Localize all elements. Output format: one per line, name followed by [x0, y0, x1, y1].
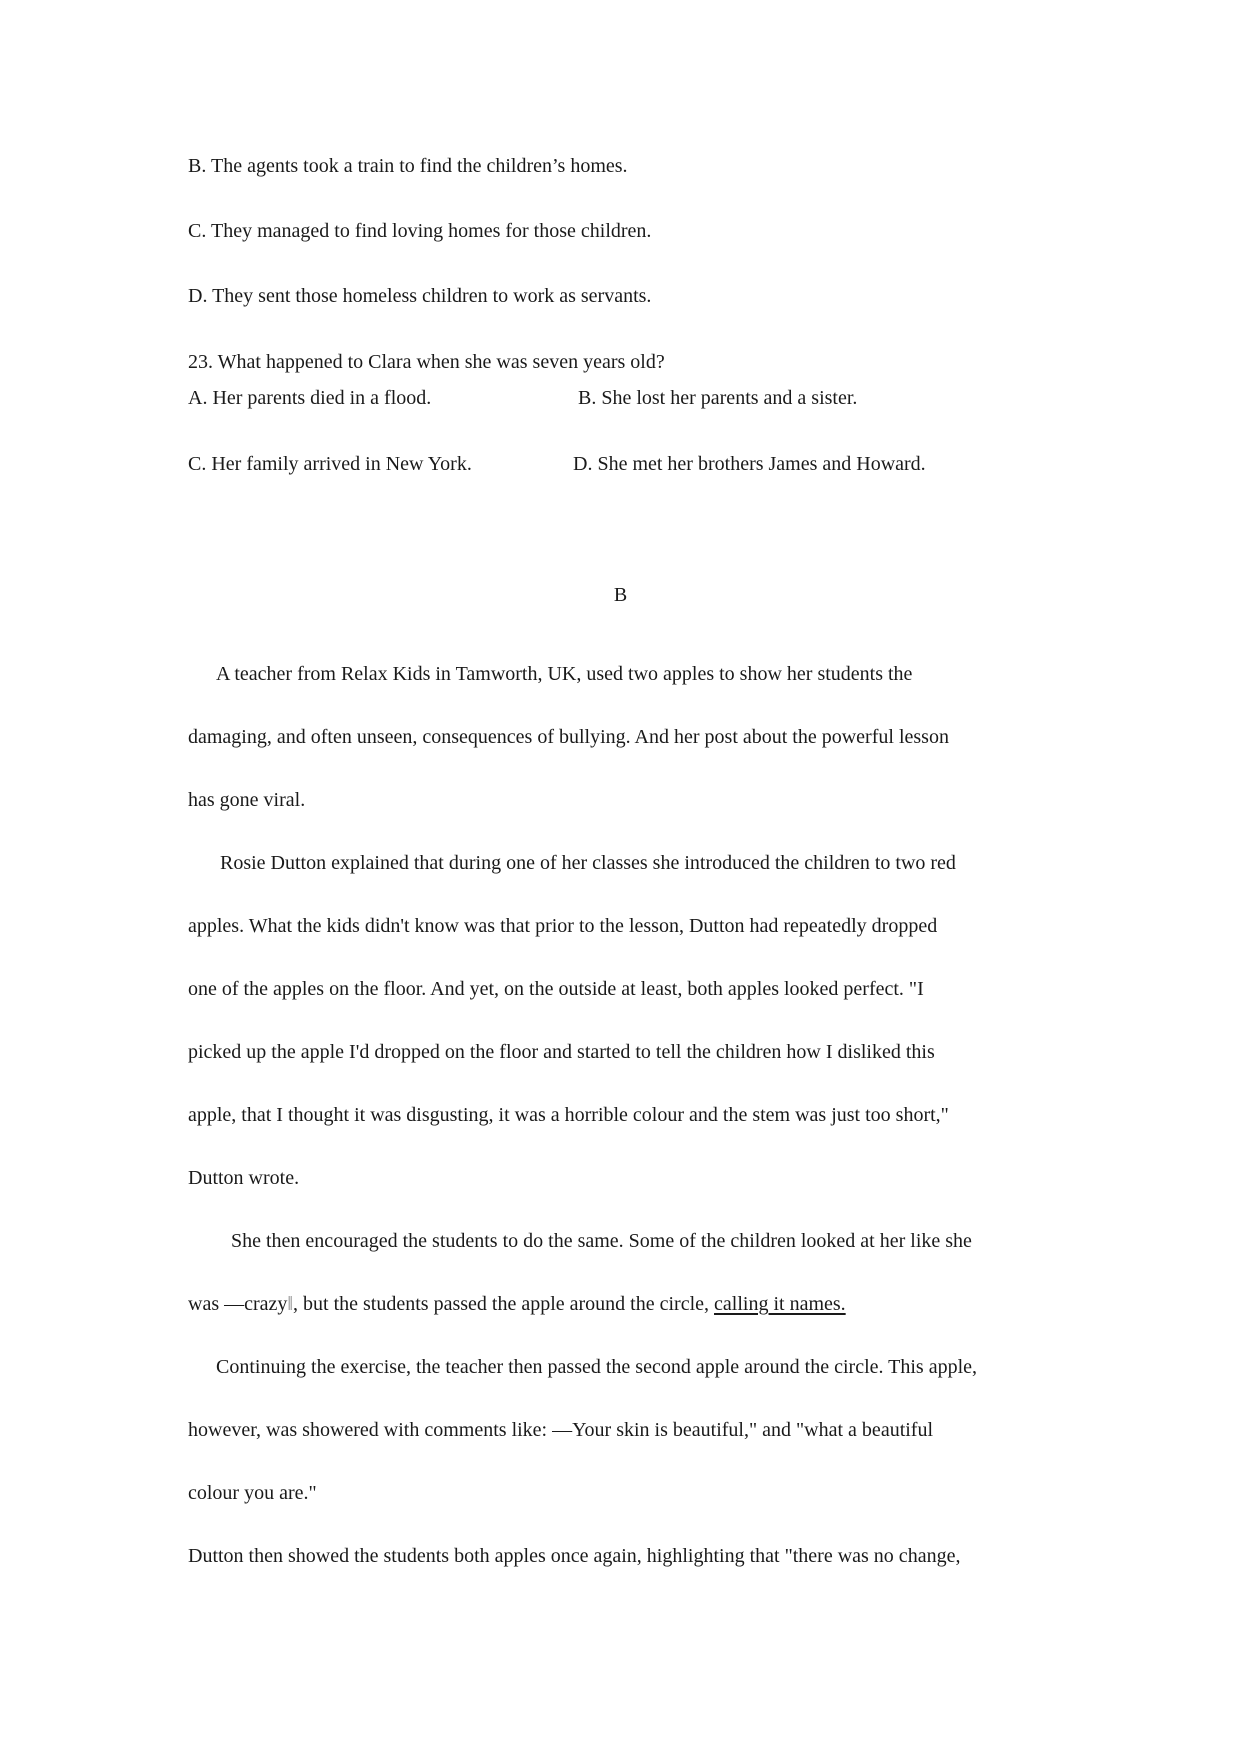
passage-text: , but the students passed the apple around the circle,: [293, 1293, 715, 1315]
passage-line: Rosie Dutton explained that during one of her classes she introduced the children to two red: [220, 852, 956, 874]
passage-text: was ―crazy: [188, 1293, 288, 1315]
passage-line: colour you are.": [188, 1482, 317, 1504]
q23-stem: 23. What happened to Clara when she was seven years old?: [188, 351, 665, 373]
passage-line: has gone viral.: [188, 789, 306, 811]
passage-line: however, was showered with comments like: ―Your skin is beautiful," and "what a beautiful: [188, 1419, 934, 1441]
q22-option-c: C. They managed to find loving homes for those children.: [188, 220, 652, 242]
passage-line: Dutton then showed the students both apples once again, highlighting that "there was no change,: [188, 1545, 961, 1567]
passage-line: apples. What the kids didn't know was that prior to the lesson, Dutton had repeatedly dropped: [188, 915, 938, 937]
passage-line: apple, that I thought it was disgusting, it was a horrible colour and the stem was just too short,": [188, 1104, 949, 1126]
section-heading: B: [613, 584, 628, 606]
passage-line: Continuing the exercise, the teacher then passed the second apple around the circle. This apple,: [216, 1356, 978, 1378]
passage-line: one of the apples on the floor. And yet, on the outside at least, both apples looked perfect. "I: [188, 978, 924, 1000]
passage-line: [188, 1292, 846, 1316]
passage-line: picked up the apple I'd dropped on the floor and started to tell the children how I disliked this: [188, 1041, 935, 1063]
q22-option-b: B. The agents took a train to find the children’s homes.: [188, 155, 628, 177]
q23-option-a: A. Her parents died in a flood.: [188, 387, 432, 409]
passage-line: Dutton wrote.: [188, 1167, 300, 1189]
q23-option-d: D. She met her brothers James and Howard.: [573, 453, 926, 475]
passage-line: damaging, and often unseen, consequences of bullying. And her post about the powerful lesson: [188, 726, 949, 748]
passage-line: A teacher from Relax Kids in Tamworth, UK, used two apples to show her students the: [216, 663, 913, 685]
q23-option-c: C. Her family arrived in New York.: [188, 453, 472, 475]
passage-line: She then encouraged the students to do the same. Some of the children looked at her like she: [231, 1230, 972, 1252]
quote-mark: ‖: [287, 1293, 294, 1315]
q22-option-d: D. They sent those homeless children to work as servants.: [188, 285, 652, 307]
underlined-phrase: calling it names.: [714, 1293, 846, 1315]
q23-option-b: B. She lost her parents and a sister.: [578, 387, 858, 409]
